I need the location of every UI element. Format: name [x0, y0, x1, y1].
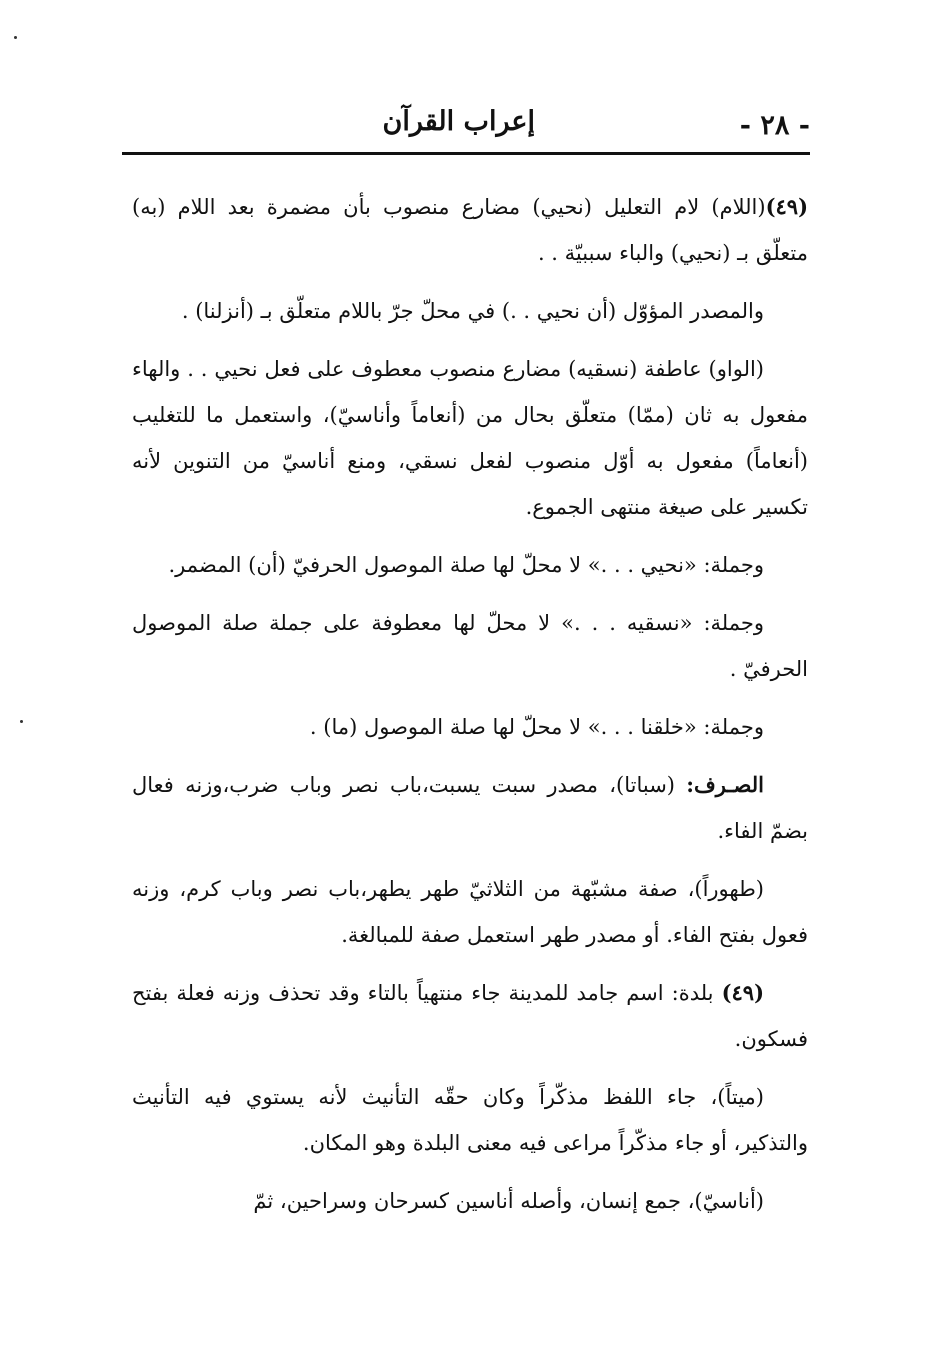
paragraph [132, 288, 808, 334]
page-number: - ٢٨ - [739, 110, 810, 141]
paragraph [132, 704, 808, 750]
paragraph-text: وجملة: «نحيي . . .» لا محلّ لها صلة الموصول الحرفيّ (أن) المضمر. [168, 553, 764, 577]
verse-number: (٤٩) [721, 980, 764, 1005]
paragraph [132, 1178, 808, 1224]
paragraph [132, 1074, 808, 1166]
paragraph-text: (ميتاً)، جاء اللفظ مذكّراً وكان حقّه التأنيث لأنه يستوي فيه التأنيث والتذكير، أو جاء مذكّراً مراعى فيه معنى البلدة وهو المكان. [132, 1085, 808, 1155]
section-label: الصـرف: [686, 772, 764, 797]
verse-number: (٤٩) [765, 194, 808, 219]
paragraph-text: (أناسيّ)، جمع إنسان، وأصله أناسين كسرحان وسراحين، ثمّ [253, 1189, 764, 1213]
page-body [132, 184, 808, 1236]
paragraph-text: (الواو) عاطفة (نسقيه) مضارع منصوب معطوف على فعل نحيي . . والهاء مفعول به ثان (ممّا) متعلّق بحال من (أنعاماً وأناسيّ)، واستعمل ما للتغليب (أنعاماً) مفعول به أوّل منصوب لفعل نسقي، ومنع أناسيّ من التنوين لأنه تكسير على صيغة منتهى الجموع. [132, 357, 808, 519]
paragraph [132, 866, 808, 958]
paragraph [132, 762, 808, 854]
paragraph [132, 542, 808, 588]
paragraph [132, 184, 808, 276]
scan-speck [20, 720, 23, 723]
scan-speck [14, 36, 17, 39]
header-rule [122, 152, 810, 155]
paragraph [132, 970, 808, 1062]
page-header [122, 96, 810, 154]
paragraph-text: وجملة: «خلقنا . . .» لا محلّ لها صلة الموصول (ما) . [309, 715, 764, 739]
running-title: إعراب القرآن [382, 106, 535, 137]
paragraph [132, 600, 808, 692]
paragraph-text: (اللام) لام التعليل (نحيي) مضارع منصوب بأن مضمرة بعد اللام (به) متعلّق بـ (نحيي) والباء سببيّة . . [132, 195, 808, 265]
paragraph-text: والمصدر المؤوّل (أن نحيي . .) في محلّ جرّ باللام متعلّق بـ (أنزلنا) . [181, 299, 764, 323]
paragraph [132, 346, 808, 530]
paragraph-text: (سباتا)، مصدر سبت يسبت،باب نصر وباب ضرب،وزنه فعال بضمّ الفاء. [132, 773, 808, 843]
paragraph-text: بلدة: اسم جامد للمدينة جاء منتهياً بالتاء وقد تحذف وزنه فعلة بفتح فسكون. [132, 981, 808, 1051]
paragraph-text: وجملة: «نسقيه . . .» لا محلّ لها معطوفة على جملة صلة الموصول الحرفيّ . [132, 611, 808, 681]
paragraph-text: (طهوراً)، صفة مشبّهة من الثلاثيّ طهر يطهر،باب نصر وباب كرم، وزنه فعول بفتح الفاء. أو مصدر طهر استعمل صفة للمبالغة. [132, 877, 808, 947]
